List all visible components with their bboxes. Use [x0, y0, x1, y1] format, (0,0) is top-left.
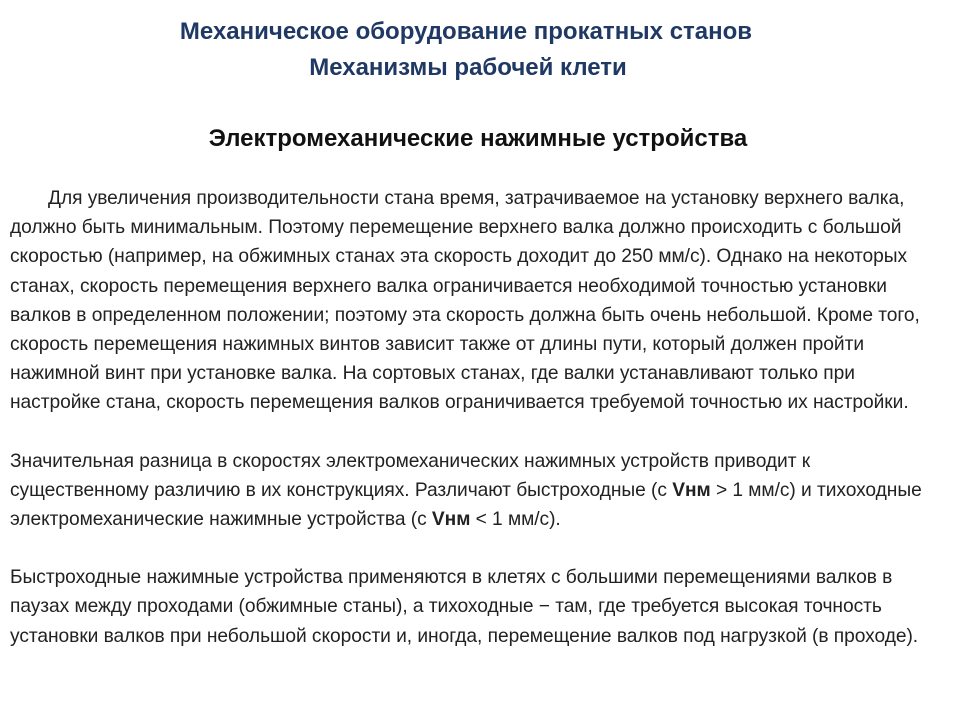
- paragraph-2-text-a: Значительная разница в скоростях электромеханических нажимных устройств приводит к существенному различию в их конструкциях. Различают быстроходные (с: [10, 450, 811, 501]
- speed-symbol: Vнм: [672, 479, 711, 501]
- section-heading: Электромеханические нажимные устройства: [208, 125, 748, 152]
- slide-subtitle: Механизмы рабочей клети: [309, 54, 627, 81]
- slide-title: Механическое оборудование прокатных станов: [179, 18, 753, 45]
- paragraph-2-text-b: > 1 мм/с) и тихоходные электромеханические нажимные устройства (с: [10, 479, 922, 531]
- paragraph-2: [10, 447, 950, 535]
- body-text: [10, 184, 950, 651]
- paragraph-1: Для увеличения производительности стана время, затрачиваемое на установку верхнего валка, должно быть минимальным. Поэтому перемещение верхнего валка должно происходить с большой скоростью (например, на обжимных станах эта скорость доходит до 250 мм/с). Однако на некоторых станах, скорость перемещения верхнего валка ограничивается необходимой точностью установки валков в определенном положении; поэтому эта скорость должна быть очень небольшой. Кроме того, скорость перемещения нажимных винтов зависит также от длины пути, который должен пройти нажимной винт при установке валка. На сортовых станах, где валки устанавливают только при настройке стана, скорость перемещения валков ограничивается требуемой точностью их настройки.: [10, 188, 920, 414]
- paragraph-3: Быстроходные нажимные устройства применяются в клетях с большими перемещениями валков в паузах между проходами (обжимные станы), а тихоходные − там, где требуется высокая точность установки валков при небольшой скорости и, иногда, перемещение валков под нагрузкой (в проходе).: [10, 567, 919, 647]
- paragraph-gap: [10, 534, 950, 563]
- paragraph-2-text-c: < 1 мм/с).: [470, 509, 561, 531]
- speed-symbol: Vнм: [431, 509, 471, 531]
- paragraph-gap: [10, 418, 950, 447]
